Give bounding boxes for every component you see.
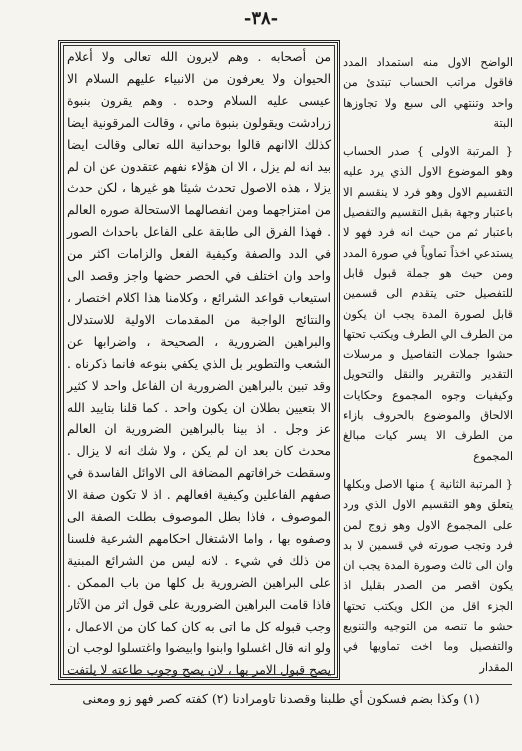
margin-block-first-rank: { المرتبة الاولى } صدر الحساب وهو الموضوع الاول الذي يرد عليه التقسيم الاول وهو فرد لا ينقسم الا باعتبار وجهة بقبل التقسيم والتفصيل باعتبار ثم من حيث انه فرد فهو لا يستدعي اخذاً تماوياً في صورة المدد ومن حيث هو جملة قبول قابل للتفصيل حتى يتقدم الى قسمين قابل لصورة المدة يجب ان يكون من الطرف الي الطرف ويكتب تحتها حشوا جملات التفاصيل و مرسلات التقدير والتقرير والنقل والتحويل وكيفيات وجوه المجموع وحكايات الالحاق والموضوع بالحروف بازاء من الطرف الا يسر كيات مبالغ المجموع <box>343 144 513 463</box>
margin-commentary <box>343 52 513 680</box>
page-number: -٣٨- <box>243 8 279 29</box>
margin-block-second-rank: { المرتبة الثانية } منها الاصل وبكلها يتعلق وهو التقسيم الاول الذي ورد على المجموع الاول وهو زوج لمن فرد وتجب صورته في قسمين لا بد وان الى ثالث وصورة المدة يجب ان يكون اقصر من الصدر بقليل اذ الجزء اقل من الكل ويكتب تحتها حشو ما تنصه من التوجيه والتنويع والتفصيل وما اخت تماويها في المقدار <box>343 476 513 674</box>
main-text-frame <box>58 40 340 680</box>
main-body-text: من أصحابه . وهم لايرون الله تعالى ولا أعلام الحيوان ولا يعرفون من الانبياء عليهم السلام الا عيسى عليه السلام وحده . وهم يقرون بنبوة زرادشت ويقولون بنبوة ماني ، وقالت المرقونية ايضا كذلك الاانهم قالوا بوحدانية الله تعالى وقالت ايضا بيد انه لم يزل ، الا ان هؤلاء نفهم عتقدون عن ان لم يزلا ، هذه الاصول تحدث شيئا هو غيرها ، لكن حدث من امتزاجهما ومن انفصالهما الاستحالة صوره العالم . فهذا الفرق الى طابقة على الفاعل باحداث الصور في الدد والصفة وكيفية الفعل والزامات اكثر من واحد وان اختلف في الحصر حضها واجز وقصد الى استيعاب قواعد الشرائع ، وكلامنا هذا اكلام اختصار ، والنتائج الواجبة من المقدمات الاولية للاستدلال والبراهين الضرورية ، الصحيحة ، واضرابها عن الشعب والتطوير بل الذي يكفي بنوعه فانما ذكرناه . وقد تبين بالبراهين الضرورية ان الفاعل واحد لا كثير الا بتعيين بطلان ان يكون واحد . كما قلنا بتاييد الله عز وجل . اذ بينا بالبراهين الضرورية ان العالم محدث كان بعد ان لم يكن ، ولا شك انه لا يزال . وسقطت خرافاتهم المضافة الى الاوائل الفاسدة في صفهم الفاعلين وكيفية افعالهم . اذ لا تكون صفة الا الموصوف ، فاذا بطل الموصوف بطلت الصفة الى وصفوه بها ، واما الاشتغال احكامهم الشرعية فلسنا من ذلك في شيء . لانه ليس من الشرائع المبنية على البراهين الضرورية بل كلها من باب الممكن . فاذا قامت البراهين الضرورية على قول اثر من الآثار وجب قبوله كل ما اتى به كان كما كان من الاعمال ، ولو انه قال اغسلوا وابنوا وابيضوا واغتسلوا لوجب ان يصح قبول الامر بها ، لان يصح وجوب طاعته لا يلتفت <box>67 50 331 678</box>
footnotes: (١) وكذا بضم فسكون أي طلبنا وقصدنا تاومرادنا (٢) كفته كصر فهو زو ومعنى <box>50 684 512 709</box>
margin-block-intro: الواضح الاول منه استمداد المدد فاقول مراتب الحساب تبتدئ من واحد وتنتهي الى سبع ولا تجاوزها البتة <box>343 55 513 130</box>
